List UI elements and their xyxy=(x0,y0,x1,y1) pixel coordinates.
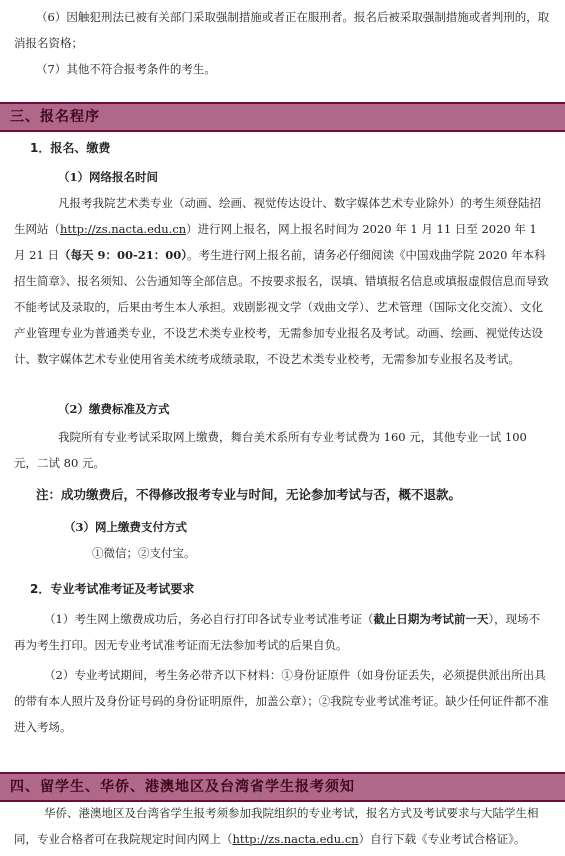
item-title-payment-method: （3）网上缴费支付方式 xyxy=(64,520,188,534)
admissions-link[interactable]: http://zs.nacta.edu.cn xyxy=(60,222,187,236)
subheading-admission-ticket: 2．专业考试准考证及考试要求 xyxy=(30,582,195,596)
paragraph-disqualify-7: （7）其他不符合报考条件的考生。 xyxy=(36,62,216,76)
note-no-refund: 注：成功缴费后，不得修改报考专业与时间，无论参加考试与否，概不退款。 xyxy=(36,487,462,502)
paragraph-ticket-print: （1）考生网上缴费成功后，务必自行打印各试专业考试准考证（截止日期为考试前一天），现场不再为考生打印。因无专业考试准考证而无法参加考试的后果自负。 xyxy=(14,612,541,652)
paragraph-online-time: 凡报考我院艺术类专业（动画、绘画、视觉传达设计、数字媒体艺术专业除外）的考生须登陆招生网站（http://zs.nacta.edu.cn）进行网上报名，网上报名时间为 2020 年 1 月 11 日至 2020 年 1 月 21 日（每天 9：00-21：00）。考生进行网上报名前，请务必仔细阅读《中国戏曲学院 2020 年本科招生简章》、报名须知、公告通知等全部信息。不按要求报名，误填、错填报名信息或填报虚假信息而导致不能考试及录取的，后果由考生本人承担。戏剧影视文学（戏曲文学）、艺术管理（国际文化交流）、文化产业管理专业为普通类专业，不设艺术类专业校考，无需参加专业报名及考试。动画、绘画、视觉传达设计、数字媒体艺术专业使用省美术统考成绩录取，不设艺术类专业校考，无需参加专业报名及考试。 xyxy=(14,196,549,366)
paragraph-disqualify-6: （6）因触犯刑法已被有关部门采取强制措施或者正在服刑者。报名后被采取强制措施或者判刑的，取消报名资格； xyxy=(14,10,550,50)
paragraph-fee: 我院所有专业考试采取网上缴费，舞台美术系所有专业考试费为 160 元，其他专业一试 100 元，二试 80 元。 xyxy=(14,430,527,470)
paragraph-exam-materials: （2）专业考试期间，考生务必带齐以下材料：①身份证原件（如身份证丢失，必须提供派出所出具的带有本人照片及身份证号码的身份证明原件，加盖公章）；②我院专业考试准考证。缺少任何证件都不准进入考场。 xyxy=(14,668,549,734)
admissions-link-2[interactable]: http://zs.nacta.edu.cn xyxy=(232,832,359,846)
item-title-online-time: （1）网络报名时间 xyxy=(58,170,159,184)
item-title-fee: （2）缴费标准及方式 xyxy=(58,402,170,416)
section-header-overseas: 四、留学生、华侨、港澳地区及台湾省学生报考须知 xyxy=(0,772,565,802)
subheading-registration-payment: 1．报名、缴费 xyxy=(30,141,111,155)
paragraph-overseas: 华侨、港澳地区及台湾省学生报考须参加我院组织的专业考试，报名方式及考试要求与大陆学生相同，专业合格者可在我院规定时间内网上（http://zs.nacta.edu.cn）自行下载《专业考试合格证》。 xyxy=(14,806,539,846)
section-header-registration: 三、报名程序 xyxy=(0,102,565,132)
paragraph-payment-method: ①微信；②支付宝。 xyxy=(92,546,196,560)
